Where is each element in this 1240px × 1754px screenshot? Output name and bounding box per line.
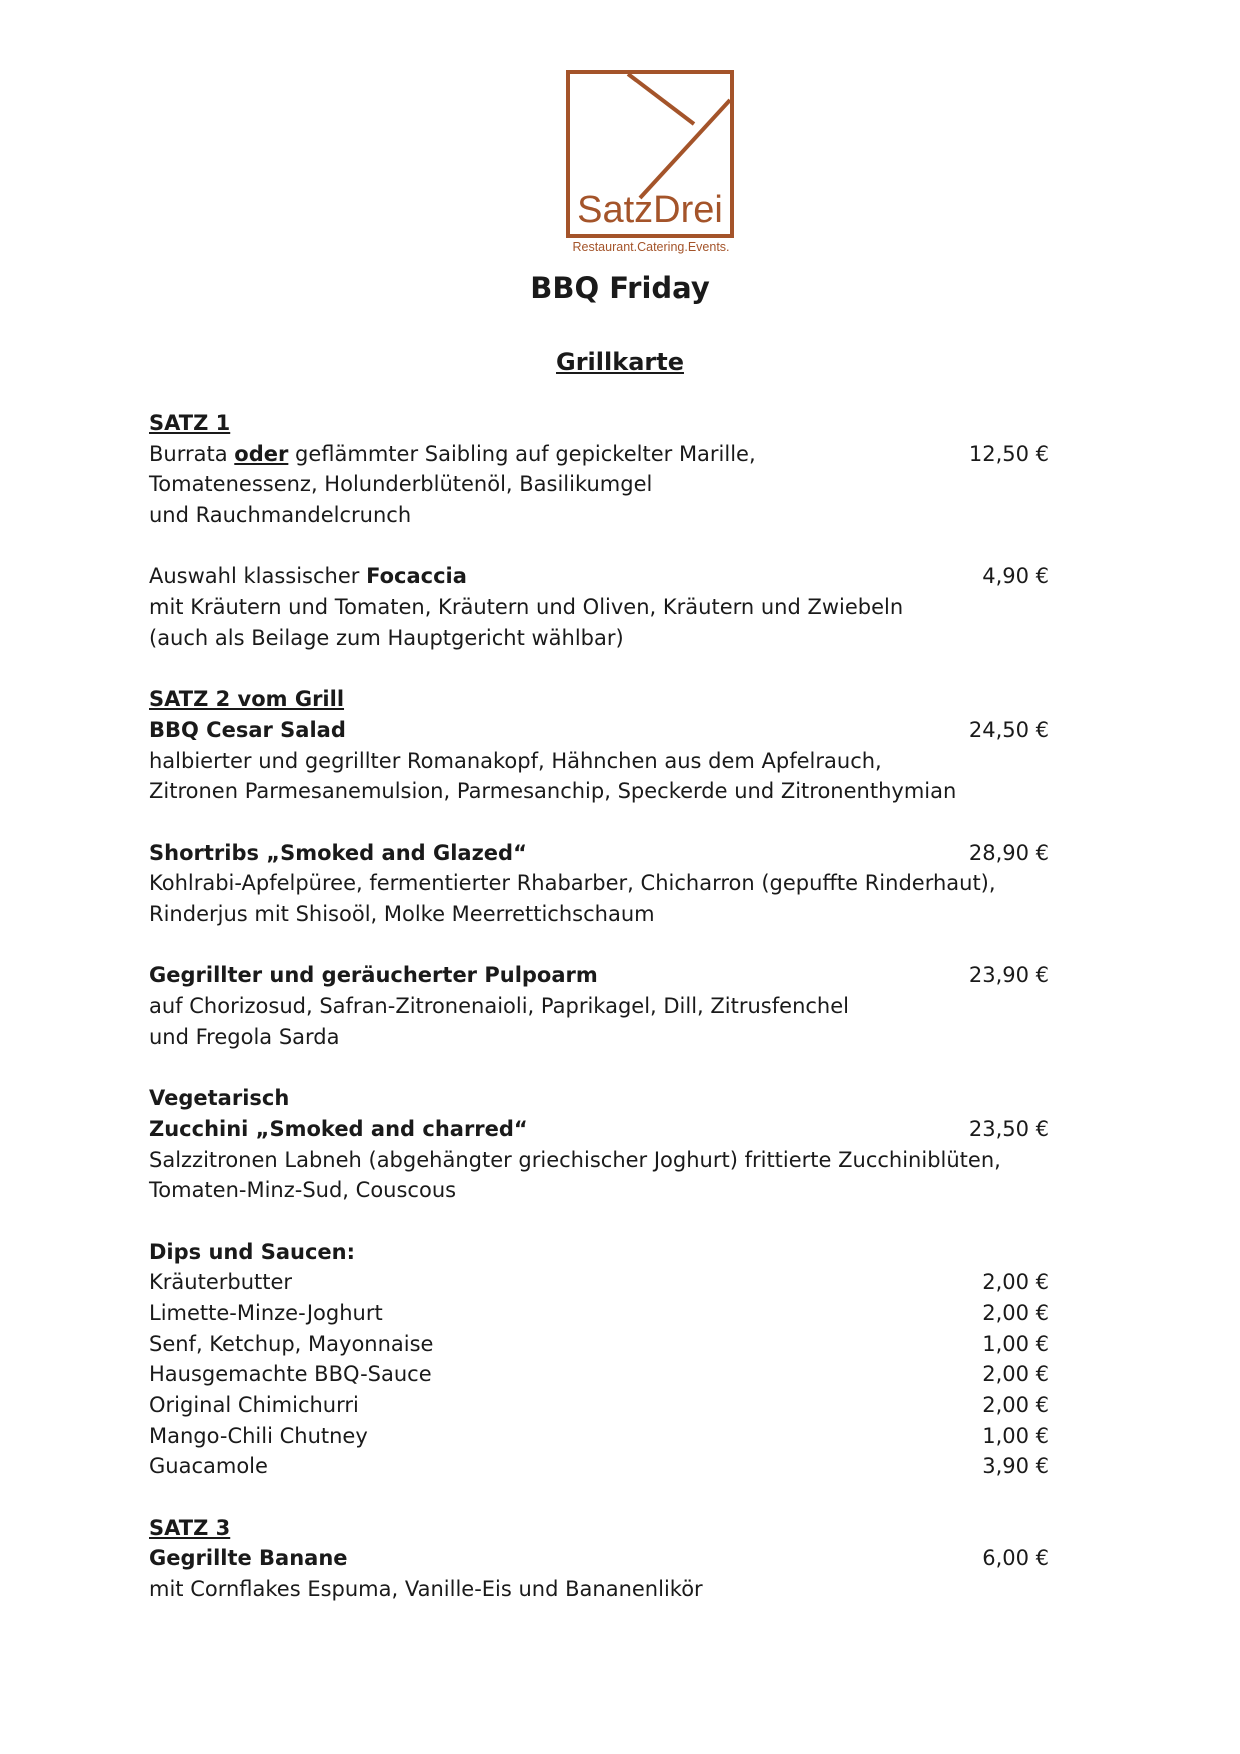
item-description: Tomaten-Minz-Sud, Couscous [149, 1178, 457, 1203]
item-price: 23,90 € [968, 963, 1049, 988]
dip-price: 2,00 € [982, 1393, 1049, 1417]
item-description: halbierter und gegrillter Romanakopf, Hähnchen aus dem Apfelrauch, [149, 748, 882, 773]
page-title: BBQ Friday [530, 271, 710, 305]
list-item [149, 1298, 1049, 1329]
item-description: Salzzitronen Labneh (abgehängter griechischer Joghurt) frittierte Zucchiniblüten, [149, 1147, 1001, 1172]
menu-item-burrata [149, 439, 1049, 470]
vegetarian-label: Vegetarisch [149, 1086, 290, 1111]
dip-name: Original Chimichurri [149, 1393, 359, 1417]
item-name: Focaccia [366, 564, 467, 589]
section-heading-satz2: SATZ 2 vom Grill [149, 687, 345, 712]
item-name: BBQ Cesar Salad [149, 717, 346, 742]
item-price: 23,50 € [968, 1116, 1049, 1141]
item-name: Shortribs „Smoked and Glazed“ [149, 840, 527, 865]
item-description: Zitronen Parmesanemulsion, Parmesanchip, Speckerde und Zitronenthymian [149, 779, 957, 804]
dip-name: Senf, Ketchup, Mayonnaise [149, 1331, 434, 1356]
dip-price: 1,00 € [982, 1423, 1049, 1448]
item-description: mit Kräutern und Tomaten, Kräutern und Oliven, Kräutern und Zwiebeln [149, 595, 904, 620]
menu-item-shortribs [149, 838, 1049, 869]
item-price: 28,90 € [968, 840, 1049, 865]
section-heading-dips: Dips und Saucen: [149, 1239, 356, 1264]
dip-price: 2,00 € [982, 1362, 1049, 1387]
item-name: Gegrillter und geräucherter Pulpoarm [149, 963, 598, 988]
menu-item-banane [149, 1543, 1049, 1574]
list-item [149, 1421, 1049, 1452]
item-description: Kohlrabi-Apfelpüree, fermentierter Rhabarber, Chicharron (gepuffte Rinderhaut), [149, 871, 996, 896]
list-item [149, 1267, 1049, 1298]
item-price: 12,50 € [968, 441, 1049, 466]
menu-item-cesar-salad [149, 715, 1049, 746]
menu-item-focaccia [149, 561, 1049, 592]
dip-price: 2,00 € [982, 1300, 1049, 1325]
item-description: auf Chorizosud, Safran-Zitronenaioli, Paprikagel, Dill, Zitrusfenchel [149, 994, 849, 1019]
list-item [149, 1451, 1049, 1482]
dip-name: Hausgemachte BBQ-Sauce [149, 1362, 432, 1387]
item-price: 4,90 € [982, 564, 1049, 589]
section-heading-satz1: SATZ 1 [149, 411, 231, 435]
page-subtitle: Grillkarte [556, 348, 684, 376]
item-description: Rinderjus mit Shisoöl, Molke Meerrettichschaum [149, 902, 655, 926]
item-name: Burrata [149, 441, 228, 466]
item-price: 6,00 € [982, 1546, 1049, 1571]
dip-price: 3,90 € [982, 1454, 1049, 1479]
item-connector: oder [234, 441, 289, 466]
logo-name: SatzDrei [577, 189, 723, 231]
logo [566, 70, 736, 260]
item-price: 24,50 € [968, 717, 1049, 742]
item-name-alt: geflämmter Saibling auf gepickelter Marille, [295, 441, 756, 466]
satzdrei-logo-mark [566, 70, 734, 238]
menu-item-pulpo [149, 960, 1049, 991]
section-heading-satz3: SATZ 3 [149, 1515, 231, 1540]
item-description: (auch als Beilage zum Hauptgericht wählbar) [149, 625, 624, 650]
item-prefix: Auswahl klassischer [149, 564, 360, 589]
dip-name: Limette-Minze-Joghurt [149, 1300, 383, 1325]
menu [149, 408, 1049, 1605]
item-name: Zucchini „Smoked and charred“ [149, 1116, 528, 1141]
dip-name: Kräuterbutter [149, 1270, 293, 1295]
dip-price: 1,00 € [982, 1331, 1049, 1356]
item-description: mit Cornflakes Espuma, Vanille-Eis und Bananenlikör [149, 1577, 703, 1602]
menu-item-zucchini [149, 1114, 1049, 1145]
dip-name: Guacamole [149, 1454, 268, 1479]
item-description: und Fregola Sarda [149, 1024, 340, 1049]
dip-price: 2,00 € [982, 1270, 1049, 1295]
item-description: Tomatenessenz, Holunderblütenöl, Basilikumgel [149, 472, 653, 497]
item-name: Gegrillte Banane [149, 1546, 348, 1571]
logo-tagline: Restaurant.Catering.Events. [572, 240, 730, 254]
list-item [149, 1390, 1049, 1421]
list-item [149, 1359, 1049, 1390]
item-description: und Rauchmandelcrunch [149, 503, 412, 528]
list-item [149, 1329, 1049, 1360]
dip-name: Mango-Chili Chutney [149, 1423, 368, 1448]
